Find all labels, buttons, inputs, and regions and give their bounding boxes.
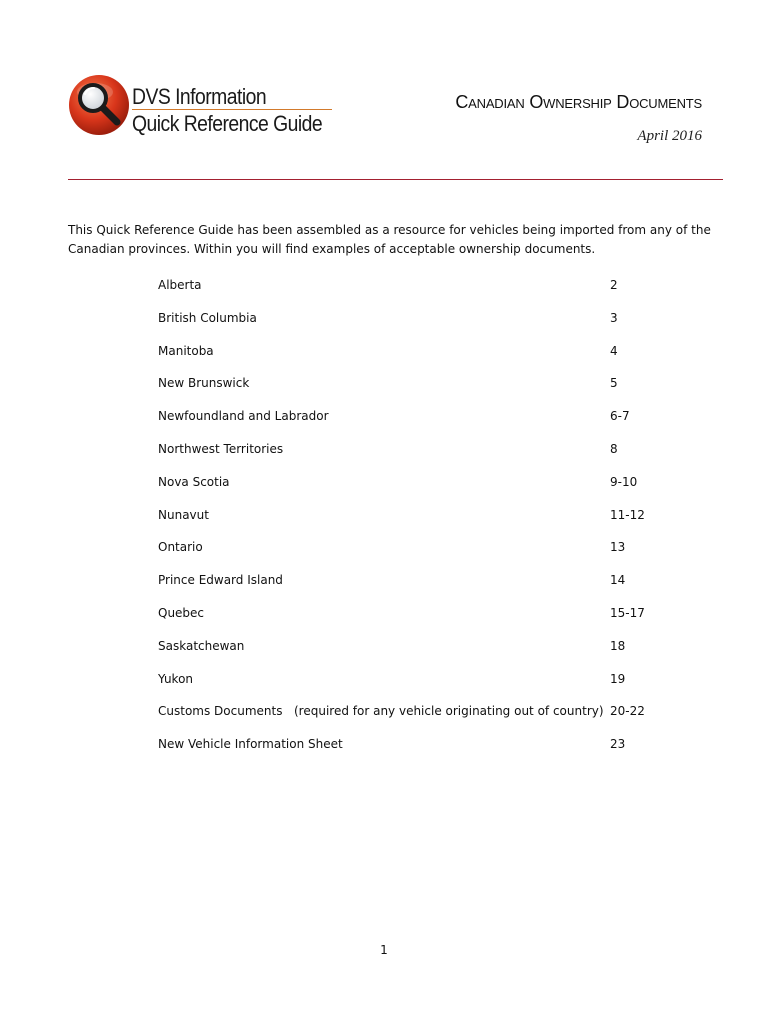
toc-entry-page: 15-17 [610, 605, 645, 620]
toc-entry [158, 309, 678, 342]
toc-entry [158, 342, 678, 375]
toc-entry-page: 20-22 [610, 704, 645, 719]
toc-entry-page: 2 [610, 278, 618, 292]
toc-entry [158, 571, 678, 604]
toc-entry [158, 440, 678, 473]
document-date: April 2016 [637, 128, 702, 144]
toc-entry-page: 5 [610, 376, 618, 391]
toc-entry-page: 18 [610, 638, 626, 653]
toc-entry [158, 637, 678, 670]
toc-entry [158, 506, 678, 539]
toc-entry [158, 276, 678, 309]
toc-entry [158, 702, 678, 735]
toc-entry [158, 604, 678, 637]
toc-entry-name: Nunavut [158, 507, 209, 522]
toc-entry-name: Nova Scotia [158, 474, 230, 489]
dvs-logo [68, 72, 338, 144]
toc-entry-name: Yukon [158, 671, 194, 686]
toc-entry-page: 3 [610, 310, 618, 325]
toc-entry-name: Quebec [158, 605, 205, 620]
intro-paragraph: This Quick Reference Guide has been assembled as a resource for vehicles being imported from any of the Canadian provinces. Within you will find examples of acceptable ownership documents. [68, 223, 711, 256]
logo-title: DVS Information [132, 84, 267, 109]
toc-entry-page: 9-10 [610, 474, 638, 489]
toc-entry-page: 11-12 [610, 507, 645, 522]
toc-entry-name: Ontario [158, 540, 203, 555]
toc-entry-page: 8 [610, 441, 618, 456]
toc-entry-note: (required for any vehicle originating out of country) [294, 704, 604, 719]
toc-entry-name: New Brunswick [158, 376, 250, 391]
toc-entry-page: 4 [610, 343, 618, 358]
toc-entry-name: Newfoundland and Labrador [158, 409, 329, 424]
toc-entry-name: Alberta [158, 278, 202, 292]
toc-entry-name: Northwest Territories [158, 441, 284, 456]
toc-entry-name: Prince Edward Island [158, 573, 283, 588]
header-divider [68, 179, 723, 180]
table-of-contents [158, 276, 678, 768]
toc-entry-page: 13 [610, 540, 626, 555]
magnifying-glass-icon [68, 72, 132, 136]
toc-entry-name: Manitoba [158, 343, 214, 358]
toc-entry-page: 19 [610, 671, 626, 686]
toc-entry-page: 23 [610, 737, 626, 752]
toc-entry-name: Customs Documents [158, 704, 283, 719]
logo-divider [132, 109, 332, 110]
toc-entry [158, 538, 678, 571]
toc-entry [158, 670, 678, 703]
toc-entry [158, 473, 678, 506]
toc-entry [158, 374, 678, 407]
toc-entry [158, 407, 678, 440]
document-title: Canadian Ownership Documents [455, 92, 702, 112]
logo-subtitle: Quick Reference Guide [132, 111, 323, 136]
toc-entry-name: British Columbia [158, 310, 257, 325]
toc-entry-name: Saskatchewan [158, 638, 245, 653]
toc-entry-name: New Vehicle Information Sheet [158, 737, 343, 752]
toc-entry [158, 735, 678, 768]
page-number: 1 [380, 943, 388, 957]
toc-entry-page: 14 [610, 573, 626, 588]
toc-entry-page: 6-7 [610, 409, 630, 424]
